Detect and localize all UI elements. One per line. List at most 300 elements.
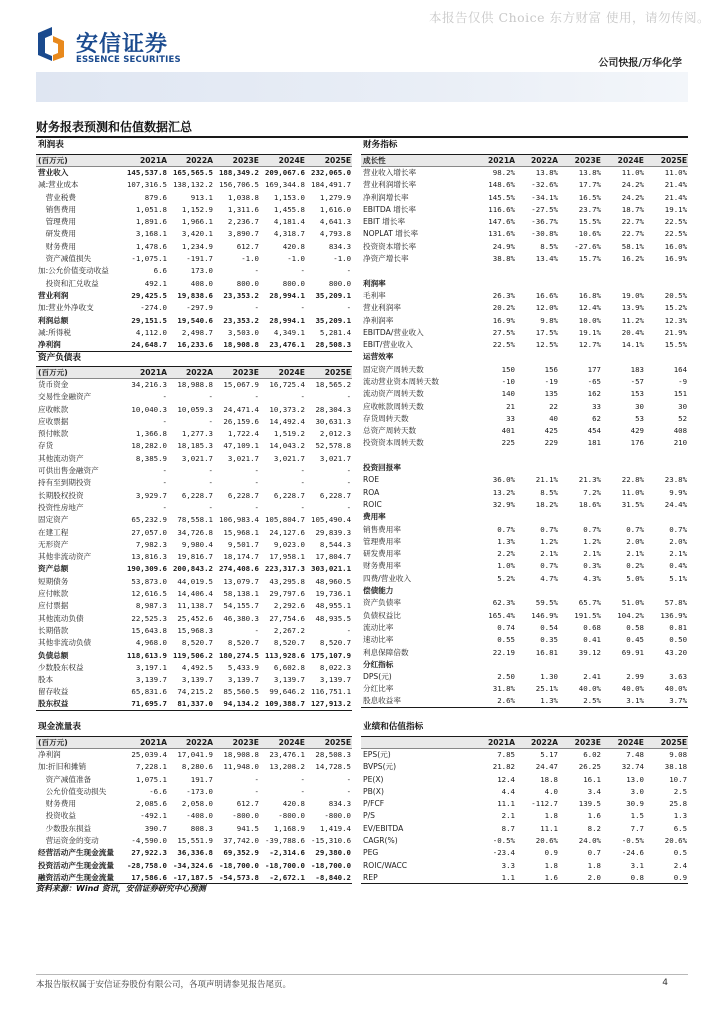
row-label: PEG	[363, 848, 379, 858]
row-value: -8,840.2	[306, 872, 352, 884]
row-value: 29,797.6	[269, 589, 305, 599]
row-value: 140	[501, 389, 515, 399]
table-row	[36, 428, 352, 440]
row-value: 48,955.1	[315, 601, 352, 611]
row-label: 营业利润增长率	[363, 180, 417, 190]
row-value: 5,281.4	[319, 327, 352, 337]
row-value: 12.7%	[578, 340, 601, 350]
row-value: 151	[673, 389, 688, 399]
row-value: 12.0%	[535, 303, 558, 313]
row-value: 47,109.1	[223, 441, 259, 451]
row-value: 27.5%	[492, 327, 515, 337]
row-value: 4.0	[544, 786, 558, 796]
table-row	[36, 798, 352, 810]
row-label: 其他非流动负债	[38, 638, 92, 648]
row-value: 15,551.9	[177, 836, 213, 846]
row-value: 1.3%	[516, 695, 559, 707]
logo-mark-icon	[36, 27, 66, 61]
row-value: -0.5%	[492, 836, 515, 846]
row-value: 3,929.7	[135, 490, 167, 500]
row-value: 51.0%	[621, 598, 644, 608]
row-label: ROE	[363, 475, 380, 485]
row-value: 1,153.0	[273, 192, 305, 202]
company-logo	[36, 27, 196, 67]
year-header: 2023E	[214, 154, 260, 167]
table-row	[36, 489, 352, 501]
row-value	[645, 585, 688, 597]
row-value: 10,040.3	[131, 404, 167, 414]
row-value: 14,728.5	[315, 762, 352, 772]
table-row	[36, 872, 352, 884]
table-row	[361, 253, 688, 265]
row-value: 23,476.1	[260, 339, 306, 351]
row-label: 固定资产	[38, 515, 69, 525]
row-value: 8,280.6	[181, 762, 213, 772]
row-value: 2.5	[673, 786, 688, 796]
cashflow-table	[36, 721, 352, 884]
row-value	[516, 449, 559, 461]
row-label: 管理费用率	[363, 536, 401, 546]
row-value: -	[346, 502, 352, 512]
row-label: 财务费用	[38, 799, 76, 809]
row-value: 303,021.1	[311, 564, 352, 574]
row-value: 420.8	[282, 799, 305, 809]
table-row	[36, 625, 352, 637]
row-value: 12.4	[497, 774, 515, 784]
row-value: 53	[635, 413, 644, 423]
row-value: 43.20	[664, 647, 688, 657]
row-label: 运营效率	[363, 352, 394, 362]
row-value: 0.54	[540, 622, 558, 632]
year-header: 2024E	[260, 154, 306, 167]
row-label: 流动资产周转天数	[363, 389, 424, 399]
row-value: 18,282.0	[131, 441, 167, 451]
row-value: 7.7	[630, 823, 644, 833]
table-row	[361, 437, 688, 449]
row-value	[516, 351, 559, 363]
row-value: 913.1	[190, 192, 213, 202]
row-label: 少数股东损益	[38, 823, 92, 833]
row-value: 1,891.6	[135, 217, 167, 227]
row-value: 5.17	[540, 750, 558, 760]
row-value: 11.1	[540, 823, 558, 833]
row-value	[473, 511, 516, 523]
row-value: 31.8%	[492, 684, 515, 694]
row-value	[602, 585, 645, 597]
row-value: -	[254, 266, 259, 276]
row-label: ROIC/WACC	[363, 860, 408, 870]
row-label: 经营活动产生现金流量	[38, 848, 114, 858]
row-value: 94,134.2	[214, 698, 260, 710]
row-value: 11.0%	[621, 168, 644, 178]
row-value: 18,908.8	[223, 750, 259, 760]
row-value: 1.3%	[497, 536, 515, 546]
table-row	[36, 526, 352, 538]
table-row	[361, 228, 688, 240]
row-value	[645, 351, 688, 363]
row-value: 31.5%	[621, 499, 644, 509]
row-value: -57	[630, 376, 644, 386]
row-value: 17.5%	[535, 327, 558, 337]
row-value	[516, 265, 559, 277]
table-row	[36, 253, 352, 265]
row-value: -	[208, 466, 213, 476]
year-header: 2022A	[168, 736, 214, 749]
row-value: 3,021.7	[181, 453, 213, 463]
year-header: 2025E	[306, 366, 352, 379]
table-row	[361, 585, 688, 597]
table-row	[36, 810, 352, 822]
row-value	[473, 449, 516, 461]
row-value: 54,155.7	[223, 601, 259, 611]
row-value: 22.7%	[621, 217, 644, 227]
row-value: 7.85	[497, 750, 515, 760]
row-value: 19.1%	[664, 204, 688, 214]
row-value: 15.7%	[578, 254, 601, 264]
table-row	[36, 240, 352, 252]
row-value	[473, 658, 516, 670]
row-label: 应付票据	[38, 601, 69, 611]
row-value: 27,922.3	[131, 848, 167, 858]
row-value: 11,948.0	[223, 762, 259, 772]
row-label: 偿债能力	[363, 586, 394, 596]
row-value: 1,075.1	[135, 774, 167, 784]
row-value: 19.1%	[578, 327, 601, 337]
row-value: 20.2%	[492, 303, 515, 313]
row-label: 净利润率	[363, 315, 394, 325]
row-value: -	[300, 774, 305, 784]
row-value: 0.9	[544, 848, 558, 858]
row-value: -	[300, 478, 305, 488]
row-value: 612.7	[236, 799, 259, 809]
row-value: -	[208, 478, 213, 488]
row-value	[473, 265, 516, 277]
row-value: 26.25	[578, 762, 601, 772]
row-label: PB(X)	[363, 786, 384, 796]
row-label: NOPLAT 增长率	[363, 229, 419, 239]
row-value: 17,041.9	[177, 750, 213, 760]
row-label: P/S	[363, 811, 375, 821]
row-value: 116,751.1	[311, 687, 352, 697]
row-value: 1.30	[540, 672, 558, 682]
table-row	[36, 551, 352, 563]
row-value: 105,490.4	[311, 515, 352, 525]
row-value	[645, 462, 688, 474]
row-value: -	[346, 266, 352, 276]
row-value: -	[346, 466, 352, 476]
row-value: 1,419.4	[319, 823, 352, 833]
row-value: 28,508.3	[315, 750, 352, 760]
row-value: 1,966.1	[181, 217, 213, 227]
table-row	[361, 597, 688, 609]
valuation-section-title: 业绩和估值指标	[361, 721, 688, 736]
table-header-row	[36, 736, 352, 749]
row-value: 25,452.6	[177, 613, 213, 623]
row-value: 13,816.3	[131, 552, 167, 562]
table-row	[361, 167, 688, 179]
table-row	[361, 536, 688, 548]
row-value: 390.7	[144, 823, 167, 833]
row-value: -	[300, 392, 305, 402]
row-label	[361, 265, 473, 277]
page-title: 财务报表预测和估值数据汇总	[36, 120, 193, 134]
row-value: 16.1	[583, 774, 601, 784]
row-value: 1.6	[516, 872, 559, 884]
table-row	[361, 474, 688, 486]
row-value: 32.74	[621, 762, 644, 772]
row-value: 19,838.6	[177, 290, 213, 300]
row-value: 1,478.6	[135, 241, 167, 251]
row-value: 25.1%	[535, 684, 558, 694]
row-value: 53,873.0	[131, 576, 167, 586]
row-value: -	[162, 478, 167, 488]
table-row	[36, 277, 352, 289]
row-value: 34,726.8	[177, 527, 213, 537]
row-label: 加:折旧和摊销	[38, 762, 87, 772]
row-value: -	[162, 466, 167, 476]
table-row	[361, 376, 688, 388]
row-value: 24.4%	[664, 499, 688, 509]
row-value: 11.0%	[621, 487, 644, 497]
row-value: 2.5%	[559, 695, 602, 707]
row-value: 1,366.8	[135, 429, 167, 439]
row-value: -	[300, 266, 305, 276]
row-value: 612.7	[236, 241, 259, 251]
row-value: 24.9%	[492, 241, 515, 251]
row-value: 16.5%	[578, 192, 601, 202]
row-value: 11.0%	[664, 168, 688, 178]
row-value: 6,228.7	[181, 490, 213, 500]
row-value: 8.5%	[540, 487, 558, 497]
row-value: 176	[630, 438, 644, 448]
row-label: 减:所得税	[38, 327, 71, 337]
row-value: 3,021.7	[227, 453, 259, 463]
table-row	[36, 749, 352, 761]
row-value: 7,982.3	[135, 539, 167, 549]
row-value: 2.2%	[497, 549, 515, 559]
row-value: -32.6%	[531, 180, 558, 190]
row-label: EV/EBITDA	[363, 823, 404, 833]
row-value: 156,706.5	[218, 180, 259, 190]
row-value: 48,960.5	[315, 576, 352, 586]
row-value: 1,051.8	[135, 204, 167, 214]
row-value: 29,425.5	[131, 290, 167, 300]
unit-label: (百万元)	[36, 736, 122, 749]
row-value: 9.8%	[540, 315, 558, 325]
row-value: 9.9%	[669, 487, 688, 497]
income-statement-section-title: 利润表	[36, 139, 352, 154]
year-header: 2023E	[559, 154, 602, 167]
row-value: 10.7	[669, 774, 688, 784]
row-value: 48,935.5	[315, 613, 352, 623]
row-value: 107,316.5	[126, 180, 167, 190]
row-value: -34,324.6	[172, 860, 213, 870]
row-label: 留存收益	[38, 687, 69, 697]
valuation-section	[361, 721, 688, 736]
table-row	[361, 265, 688, 277]
row-value: 33	[506, 413, 515, 423]
row-value: 800.0	[236, 278, 259, 288]
row-value: 74,215.2	[177, 687, 213, 697]
row-value: 52,578.8	[315, 441, 352, 451]
row-value: 12.4%	[578, 303, 601, 313]
row-value: 177	[587, 364, 601, 374]
row-value: 58.1%	[621, 241, 644, 251]
table-row	[361, 572, 688, 584]
row-value: 8,520.7	[319, 638, 352, 648]
row-value: 13,208.2	[269, 762, 305, 772]
row-value: 12.5%	[535, 340, 558, 350]
row-value: 3,139.7	[135, 675, 167, 685]
row-value: 274,408.6	[218, 564, 259, 574]
row-value: 32.9%	[492, 499, 515, 509]
row-value: 26.3%	[492, 290, 515, 300]
row-value: 8,520.7	[273, 638, 305, 648]
row-value: 2,498.7	[181, 327, 213, 337]
row-value: 36.0%	[492, 475, 515, 485]
row-label: 融资活动产生现金流量	[36, 872, 122, 884]
row-value: 1,234.9	[181, 241, 213, 251]
table-row	[36, 440, 352, 452]
row-value: 15.5%	[664, 340, 688, 350]
row-value: 15,067.9	[223, 380, 259, 390]
row-value: 4.7%	[540, 573, 558, 583]
row-value	[559, 462, 602, 474]
row-label: 净利润	[36, 339, 122, 351]
row-value: 33	[592, 401, 601, 411]
row-value: 38.8%	[492, 254, 515, 264]
row-value: 16.6%	[535, 290, 558, 300]
row-value: 135	[544, 389, 558, 399]
table-row	[36, 649, 352, 661]
row-label: 管理费用	[38, 217, 76, 227]
table-row	[361, 179, 688, 191]
row-value: 3.0	[630, 786, 644, 796]
watermark-text: 本报告仅供 Choice 东方财富 使用，请勿传阅。	[429, 10, 710, 25]
header-band	[36, 72, 688, 102]
row-value: 164	[673, 364, 688, 374]
row-value: 20.5%	[664, 290, 688, 300]
row-value: 7.2%	[583, 487, 601, 497]
row-value: 23,353.2	[223, 315, 259, 325]
row-value: 27,754.6	[269, 613, 305, 623]
row-value: 8.5%	[540, 241, 558, 251]
table-row	[361, 609, 688, 621]
row-value: 24.0%	[578, 836, 601, 846]
row-value: 22.7%	[621, 229, 644, 239]
row-label: 净资产增长率	[363, 254, 409, 264]
row-value: 21.4%	[664, 180, 688, 190]
data-source-note: 资料来源：Wind 资讯，安信证券研究中心预测	[36, 884, 206, 893]
row-value	[602, 462, 645, 474]
table-row	[361, 646, 688, 658]
table-row	[361, 203, 688, 215]
balance-sheet-section	[36, 351, 352, 366]
row-value: 3,139.7	[227, 675, 259, 685]
row-value: 223,317.3	[264, 564, 305, 574]
row-value: 11,138.7	[177, 601, 213, 611]
table-row	[361, 835, 688, 847]
row-value: -	[346, 392, 352, 402]
row-value: 35,209.1	[315, 290, 352, 300]
row-value: 4,793.8	[319, 229, 352, 239]
row-value: 8.7	[501, 823, 515, 833]
cashflow-section-title: 现金流量表	[36, 721, 352, 736]
row-value: 116.6%	[488, 204, 515, 214]
row-value: 18,908.8	[214, 339, 260, 351]
row-value: 20.6%	[535, 836, 558, 846]
row-value: 18.6%	[578, 499, 601, 509]
row-value: 5.1%	[669, 573, 688, 583]
table-row	[361, 363, 688, 375]
row-label: 费用率	[363, 512, 386, 522]
row-label: 净利润	[38, 750, 61, 760]
row-value: -	[300, 466, 305, 476]
row-value: -	[300, 786, 305, 796]
table-row	[36, 290, 352, 302]
row-value: 1,455.8	[273, 204, 305, 214]
table-row	[361, 548, 688, 560]
row-value: 139.5	[578, 799, 601, 809]
row-value: 18.8	[540, 774, 558, 784]
row-value: 22.5%	[664, 229, 688, 239]
table-row	[361, 761, 688, 773]
row-value: 834.3	[328, 799, 352, 809]
row-value: 169,344.8	[264, 180, 305, 190]
year-header: 2022A	[168, 366, 214, 379]
row-value: 0.7%	[583, 524, 601, 534]
row-value: 210	[673, 438, 688, 448]
row-value: -112.7	[531, 799, 558, 809]
row-value: 4,641.3	[319, 217, 352, 227]
row-label: 利息保障倍数	[363, 647, 409, 657]
row-value: 6.02	[583, 750, 601, 760]
row-value: 175,107.9	[311, 650, 352, 660]
row-label: 持有至到期投资	[38, 478, 92, 488]
row-label: 投资活动产生现金流量	[38, 860, 114, 870]
table-row	[361, 695, 688, 707]
row-value: 15,643.8	[131, 625, 167, 635]
row-value: -54,573.8	[214, 872, 260, 884]
row-value: 13.8%	[578, 168, 601, 178]
row-value: 3,197.1	[135, 662, 167, 672]
row-value	[645, 277, 688, 289]
row-value: 40	[549, 413, 558, 423]
row-value: 3.63	[669, 672, 688, 682]
row-value: 9,980.4	[181, 539, 213, 549]
row-value: 19,816.7	[177, 552, 213, 562]
row-value: 16.9%	[664, 254, 688, 264]
row-value: 78,558.1	[177, 515, 213, 525]
row-value: 146.9%	[531, 610, 558, 620]
row-value: -1.0	[241, 254, 259, 264]
row-label: 资产负债率	[363, 598, 401, 608]
row-label: 资产减值准备	[38, 774, 92, 784]
year-header: 2022A	[516, 154, 559, 167]
row-value: 184,491.7	[311, 180, 352, 190]
row-value: -34.1%	[531, 192, 558, 202]
row-value: 29,839.3	[315, 527, 352, 537]
row-value: 15.5%	[578, 217, 601, 227]
row-value	[645, 511, 688, 523]
row-label: 速动比率	[363, 635, 394, 645]
row-label: 营业利润率	[363, 303, 401, 313]
row-value: 2,058.0	[181, 799, 213, 809]
row-value: 4,968.0	[135, 638, 167, 648]
table-row	[361, 847, 688, 859]
table-row	[361, 290, 688, 302]
row-value: 191.7	[190, 774, 213, 784]
